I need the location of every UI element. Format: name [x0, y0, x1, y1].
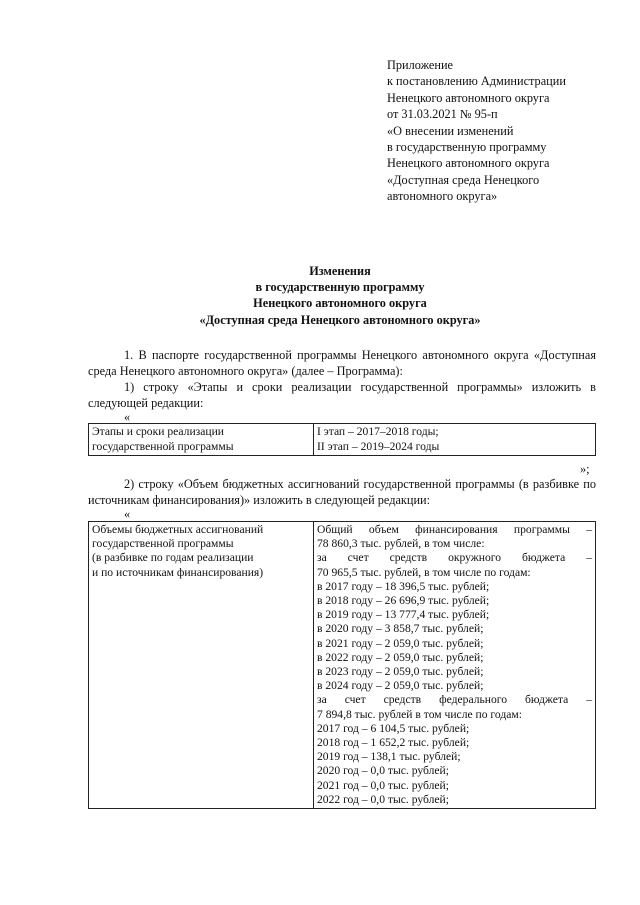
regional-line: 70 965,5 тыс. рублей, в том числе по годам:: [317, 565, 531, 579]
appendix-line: «О внесении изменений: [387, 123, 514, 138]
federal-year: 2018 год – 1 652,2 тыс. рублей;: [317, 736, 470, 750]
stages-table: [88, 423, 596, 456]
open-quote-2: «: [124, 507, 131, 521]
cell-line: I этап – 2017–2018 годы;: [317, 425, 439, 438]
appendix-line: от 31.03.2021 № 95-п: [387, 107, 498, 122]
appendix-line: «Доступная среда Ненецкого: [387, 172, 540, 187]
appendix-line: Ненецкого автономного округа: [387, 90, 550, 105]
close-quote-1: »;: [580, 462, 590, 476]
cell-line: государственной программы: [92, 537, 234, 551]
paragraph-2: 1) строку «Этапы и сроки реализации государственной программы» изложить в следующей редакции:: [88, 380, 596, 411]
federal-line: за счет средств федерального бюджета –: [317, 693, 592, 707]
regional-year: в 2017 году – 18 396,5 тыс. рублей;: [317, 579, 490, 593]
federal-year: 2019 год – 138,1 тыс. рублей;: [317, 750, 461, 764]
paragraph-1: 1. В паспорте государственной программы Ненецкого автономного округа «Доступная среда Ненецкого автономного округа» (далее – Программа):: [88, 348, 596, 379]
appendix-line: в государственную программу: [387, 140, 547, 155]
federal-line: 7 894,8 тыс. рублей в том числе по годам:: [317, 707, 522, 721]
open-quote-1: «: [124, 410, 131, 424]
title-line: «Доступная среда Ненецкого автономного округа»: [199, 312, 481, 327]
cell-line: и по источникам финансирования): [92, 565, 264, 579]
regional-year: в 2019 году – 13 777,4 тыс. рублей;: [317, 608, 490, 622]
appendix-line: Приложение: [387, 58, 453, 72]
table-row: [89, 424, 596, 456]
regional-year: в 2024 году – 2 059,0 тыс. рублей;: [317, 679, 484, 693]
document-title: [80, 263, 600, 328]
budget-table: [88, 521, 596, 809]
regional-line: за счет средств окружного бюджета –: [317, 551, 592, 565]
title-line: Ненецкого автономного округа: [253, 296, 427, 311]
appendix-line: к постановлению Администрации: [387, 74, 566, 89]
stages-value-cell: [314, 424, 596, 456]
table-row: [89, 522, 596, 809]
regional-year: в 2023 году – 2 059,0 тыс. рублей;: [317, 665, 484, 679]
regional-year: в 2022 году – 2 059,0 тыс. рублей;: [317, 650, 484, 664]
regional-year: в 2018 году – 26 696,9 тыс. рублей;: [317, 594, 490, 608]
cell-line: Объемы бюджетных ассигнований: [92, 523, 264, 536]
appendix-line: автономного округа»: [387, 189, 498, 204]
budget-value-cell: [314, 522, 596, 809]
cell-line: Этапы и сроки реализации: [92, 425, 224, 438]
paragraph-3: 2) строку «Объем бюджетных ассигнований государственной программы (в разбивке по источникам финансирования)» изложить в следующей редакции:: [88, 477, 596, 508]
appendix-block: [387, 57, 566, 205]
regional-year: в 2021 году – 2 059,0 тыс. рублей;: [317, 636, 484, 650]
federal-year: 2022 год – 0,0 тыс. рублей;: [317, 792, 449, 806]
title-line: в государственную программу: [255, 280, 425, 295]
federal-year: 2017 год – 6 104,5 тыс. рублей;: [317, 721, 470, 735]
appendix-line: Ненецкого автономного округа: [387, 156, 550, 171]
total-line: 78 860,3 тыс. рублей, в том числе:: [317, 537, 485, 551]
total-line: Общий объем финансирования программы –: [317, 523, 592, 536]
cell-line: государственной программы: [92, 439, 234, 453]
regional-year: в 2020 году – 3 858,7 тыс. рублей;: [317, 622, 484, 636]
title-line: Изменения: [309, 264, 371, 278]
cell-line: (в разбивке по годам реализации: [92, 551, 254, 565]
cell-line: II этап – 2019–2024 годы: [317, 439, 440, 453]
federal-year: 2020 год – 0,0 тыс. рублей;: [317, 764, 449, 778]
stages-label-cell: [89, 424, 314, 456]
budget-label-cell: [89, 522, 314, 809]
federal-year: 2021 год – 0,0 тыс. рублей;: [317, 778, 449, 792]
